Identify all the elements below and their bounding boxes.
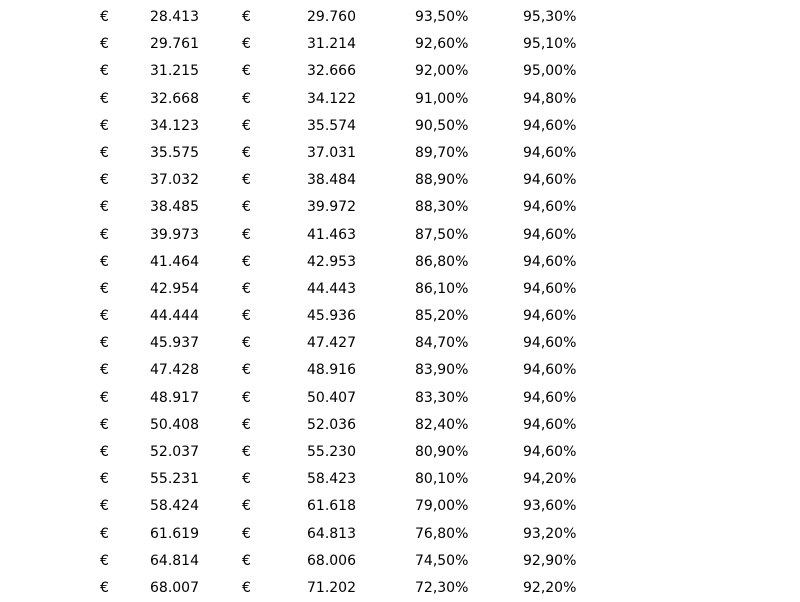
- table-row: [0, 548, 800, 575]
- currency-symbol-to: €: [242, 253, 251, 270]
- currency-symbol-from: €: [100, 253, 109, 270]
- currency-symbol-from: €: [100, 416, 109, 433]
- amount-to: 52.036: [307, 416, 356, 433]
- currency-symbol-from: €: [100, 172, 109, 189]
- amount-from: 45.937: [150, 335, 199, 352]
- percentage-b: 94,60%: [523, 308, 577, 325]
- table-row: [0, 113, 800, 140]
- currency-symbol-to: €: [242, 525, 251, 542]
- percentage-a: 88,90%: [415, 172, 469, 189]
- amount-to: 48.916: [307, 362, 356, 379]
- currency-symbol-from: €: [100, 280, 109, 297]
- percentage-b: 94,60%: [523, 144, 577, 161]
- amount-from: 35.575: [150, 144, 199, 161]
- currency-symbol-from: €: [100, 36, 109, 53]
- amount-to: 47.427: [307, 335, 356, 352]
- amount-from: 52.037: [150, 444, 199, 460]
- amount-from: 68.007: [150, 579, 199, 596]
- table-row: [0, 167, 800, 194]
- percentage-b: 94,60%: [523, 335, 577, 352]
- percentage-b: 94,60%: [523, 172, 577, 189]
- amount-to: 39.972: [307, 199, 356, 216]
- amount-to: 55.230: [307, 444, 356, 460]
- amount-from: 32.668: [150, 90, 199, 107]
- percentage-a: 80,90%: [415, 444, 469, 460]
- amount-from: 31.215: [150, 63, 199, 80]
- currency-symbol-to: €: [242, 117, 251, 134]
- percentage-b: 94,60%: [523, 444, 577, 460]
- table-row: [0, 575, 800, 602]
- amount-to: 71.202: [307, 579, 356, 596]
- currency-symbol-to: €: [242, 444, 251, 460]
- currency-symbol-to: €: [242, 199, 251, 216]
- percentage-b: 94,60%: [523, 280, 577, 297]
- percentage-a: 90,50%: [415, 117, 469, 134]
- percentage-b: 94,80%: [523, 90, 577, 107]
- amount-to: 58.423: [307, 471, 356, 488]
- percentage-a: 84,70%: [415, 335, 469, 352]
- currency-symbol-from: €: [100, 362, 109, 379]
- amount-to: 45.936: [307, 308, 356, 325]
- amount-from: 29.761: [150, 36, 199, 53]
- percentage-a: 76,80%: [415, 525, 469, 542]
- amount-from: 42.954: [150, 280, 199, 297]
- percentage-b: 95,10%: [523, 36, 577, 53]
- amount-from: 44.444: [150, 308, 199, 325]
- currency-symbol-from: €: [100, 144, 109, 161]
- currency-symbol-from: €: [100, 444, 109, 460]
- table-row: [0, 303, 800, 330]
- amount-to: 34.122: [307, 90, 356, 107]
- table-row: [0, 521, 800, 548]
- amount-to: 64.813: [307, 525, 356, 542]
- amount-from: 28.413: [150, 9, 199, 25]
- table-row: [0, 58, 800, 85]
- percentage-b: 92,20%: [523, 579, 577, 596]
- currency-symbol-from: €: [100, 525, 109, 542]
- amount-from: 41.464: [150, 253, 199, 270]
- percentage-b: 94,60%: [523, 416, 577, 433]
- percentage-a: 86,10%: [415, 280, 469, 297]
- percentage-b: 95,00%: [523, 63, 577, 80]
- currency-symbol-to: €: [242, 416, 251, 433]
- percentage-a: 88,30%: [415, 199, 469, 216]
- percentage-b: 93,60%: [523, 498, 577, 515]
- currency-symbol-to: €: [242, 280, 251, 297]
- currency-symbol-to: €: [242, 471, 251, 488]
- currency-symbol-to: €: [242, 389, 251, 406]
- table-row: [0, 276, 800, 303]
- amount-to: 41.463: [307, 226, 356, 243]
- table-row: [0, 385, 800, 412]
- amount-from: 38.485: [150, 199, 199, 216]
- currency-symbol-from: €: [100, 471, 109, 488]
- currency-symbol-to: €: [242, 144, 251, 161]
- percentage-b: 94,60%: [523, 199, 577, 216]
- amount-to: 37.031: [307, 144, 356, 161]
- percentage-a: 83,90%: [415, 362, 469, 379]
- currency-symbol-to: €: [242, 498, 251, 515]
- table-row: [0, 357, 800, 384]
- currency-symbol-to: €: [242, 335, 251, 352]
- currency-symbol-to: €: [242, 36, 251, 53]
- amount-from: 61.619: [150, 525, 199, 542]
- currency-symbol-to: €: [242, 90, 251, 107]
- amount-to: 42.953: [307, 253, 356, 270]
- table-row: [0, 466, 800, 493]
- percentage-b: 94,60%: [523, 226, 577, 243]
- percentage-a: 92,00%: [415, 63, 469, 80]
- amount-from: 47.428: [150, 362, 199, 379]
- percentage-a: 80,10%: [415, 471, 469, 488]
- currency-symbol-from: €: [100, 579, 109, 596]
- currency-symbol-to: €: [242, 579, 251, 596]
- percentage-a: 85,20%: [415, 308, 469, 325]
- currency-symbol-from: €: [100, 90, 109, 107]
- percentage-a: 79,00%: [415, 498, 469, 515]
- table-row: [0, 439, 800, 466]
- percentage-b: 93,20%: [523, 525, 577, 542]
- percentage-a: 82,40%: [415, 416, 469, 433]
- currency-symbol-to: €: [242, 9, 251, 25]
- percentage-a: 92,60%: [415, 36, 469, 53]
- percentage-a: 86,80%: [415, 253, 469, 270]
- percentage-a: 74,50%: [415, 552, 469, 569]
- table-row: [0, 4, 800, 31]
- amount-to: 35.574: [307, 117, 356, 134]
- currency-symbol-to: €: [242, 226, 251, 243]
- table-row: [0, 493, 800, 520]
- currency-symbol-from: €: [100, 552, 109, 569]
- table-row: [0, 330, 800, 357]
- amount-from: 37.032: [150, 172, 199, 189]
- currency-symbol-to: €: [242, 172, 251, 189]
- currency-symbol-to: €: [242, 552, 251, 569]
- amount-from: 34.123: [150, 117, 199, 134]
- percentage-a: 72,30%: [415, 579, 469, 596]
- percentage-a: 93,50%: [415, 9, 469, 25]
- amount-from: 55.231: [150, 471, 199, 488]
- percentage-b: 92,90%: [523, 552, 577, 569]
- amount-to: 61.618: [307, 498, 356, 515]
- currency-symbol-from: €: [100, 117, 109, 134]
- currency-symbol-from: €: [100, 199, 109, 216]
- table-row: [0, 222, 800, 249]
- amount-to: 31.214: [307, 36, 356, 53]
- percentage-b: 95,30%: [523, 9, 577, 25]
- currency-symbol-from: €: [100, 335, 109, 352]
- percentage-b: 94,20%: [523, 471, 577, 488]
- currency-symbol-from: €: [100, 498, 109, 515]
- amount-to: 32.666: [307, 63, 356, 80]
- amount-from: 39.973: [150, 226, 199, 243]
- percentage-b: 94,60%: [523, 389, 577, 406]
- percentage-a: 83,30%: [415, 389, 469, 406]
- amount-from: 50.408: [150, 416, 199, 433]
- currency-symbol-to: €: [242, 362, 251, 379]
- currency-symbol-from: €: [100, 63, 109, 80]
- percentage-b: 94,60%: [523, 362, 577, 379]
- currency-symbol-from: €: [100, 308, 109, 325]
- table-row: [0, 31, 800, 58]
- income-bracket-table: [0, 4, 800, 602]
- currency-symbol-from: €: [100, 389, 109, 406]
- currency-symbol-to: €: [242, 308, 251, 325]
- table-row: [0, 412, 800, 439]
- currency-symbol-from: €: [100, 226, 109, 243]
- currency-symbol-to: €: [242, 63, 251, 80]
- table-row: [0, 249, 800, 276]
- amount-from: 58.424: [150, 498, 199, 515]
- percentage-a: 91,00%: [415, 90, 469, 107]
- amount-to: 68.006: [307, 552, 356, 569]
- amount-to: 29.760: [307, 9, 356, 25]
- percentage-b: 94,60%: [523, 117, 577, 134]
- table-row: [0, 140, 800, 167]
- percentage-a: 87,50%: [415, 226, 469, 243]
- amount-from: 48.917: [150, 389, 199, 406]
- percentage-b: 94,60%: [523, 253, 577, 270]
- amount-from: 64.814: [150, 552, 199, 569]
- amount-to: 38.484: [307, 172, 356, 189]
- percentage-a: 89,70%: [415, 144, 469, 161]
- amount-to: 50.407: [307, 389, 356, 406]
- table-row: [0, 86, 800, 113]
- amount-to: 44.443: [307, 280, 356, 297]
- table-row: [0, 194, 800, 221]
- currency-symbol-from: €: [100, 9, 109, 25]
